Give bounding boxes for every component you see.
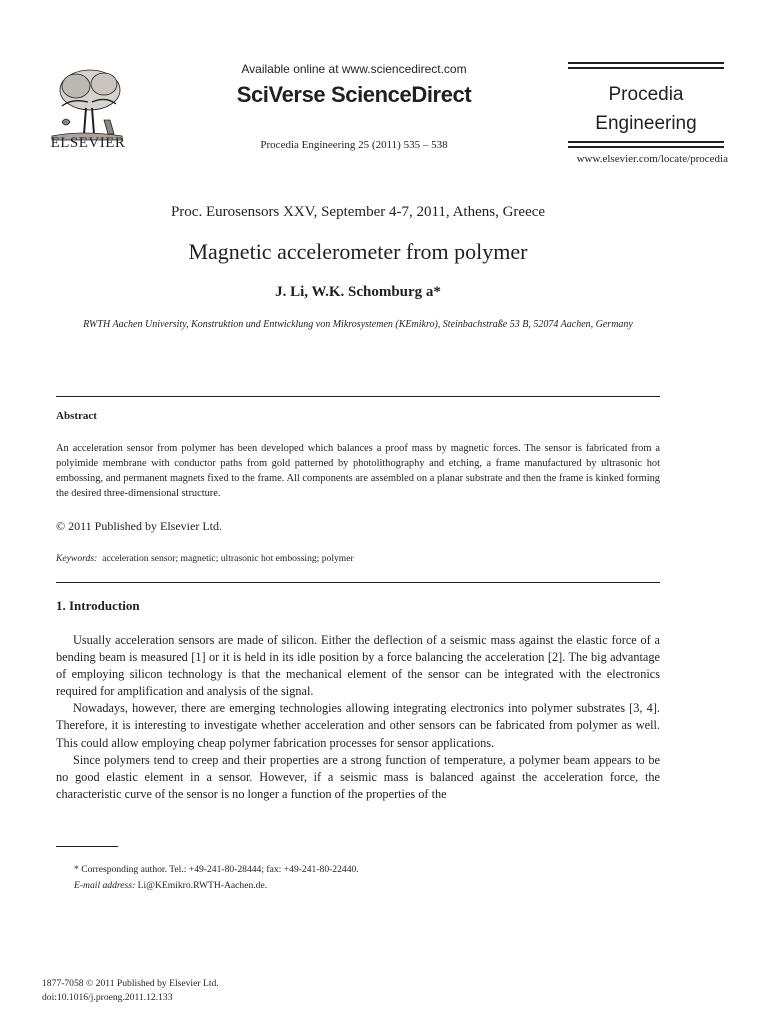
journal-name-line2: Engineering xyxy=(595,113,697,134)
journal-rule xyxy=(568,141,724,143)
divider xyxy=(56,582,660,583)
journal-title-box xyxy=(568,62,724,148)
platform-logo-text: SciVerse ScienceDirect xyxy=(236,82,472,107)
page-footer xyxy=(42,977,219,1005)
journal-name-line1: Procedia xyxy=(608,84,684,105)
body-paragraph: Nowadays, however, there are emerging technologies allowing integrating electronics into polymer substrates [3, 4]. Therefore, it is interesting to investigate whether acceleration and other sensors can be fabricated from polymer as well. This could allow employing cheap polymer fabrication processes for sensor applications. xyxy=(56,701,660,750)
footnote-rule xyxy=(56,846,118,847)
body-paragraph: Usually acceleration sensors are made of silicon. Either the deflection of a seismic mass against the elastic force of a bending beam is measured [1] or it is held in its idle position by a force balancing the acceleration [2]. The big advantage of employing silicon technology is that the mechanical element of the sensor can be integrated with the electronics required for amplification and analysis of the signal. xyxy=(56,633,660,699)
copyright-notice: © 2011 Published by Elsevier Ltd. xyxy=(56,519,222,533)
journal-citation: Procedia Engineering 25 (2011) 535 – 538 xyxy=(260,139,448,151)
article-title: Magnetic accelerometer from polymer xyxy=(188,239,528,264)
journal-rule xyxy=(568,146,724,148)
email-link[interactable]: Li@KEmikro.RWTH-Aachen.de. xyxy=(137,880,268,891)
journal-rule xyxy=(568,67,724,69)
author-affiliation: RWTH Aachen University, Konstruktion und Entwicklung von Mikrosystemen (KEmikro), Steinbachstraße 53 B, 52074 Aachen, Germany xyxy=(83,319,633,330)
journal-url-link[interactable]: www.elsevier.com/locate/procedia xyxy=(576,153,728,165)
doi-link[interactable]: doi:10.1016/j.proeng.2011.12.133 xyxy=(42,992,173,1003)
publisher-wordmark: ELSEVIER xyxy=(50,135,126,151)
issn-line: 1877-7058 © 2011 Published by Elsevier Ltd. xyxy=(42,978,219,989)
email-label: E-mail address: xyxy=(74,880,136,891)
conference-line: Proc. Eurosensors XXV, September 4-7, 2011, Athens, Greece xyxy=(170,204,546,220)
corresponding-author-note: * Corresponding author. Tel.: +49-241-80-28444; fax: +49-241-80-22440. xyxy=(74,864,359,875)
divider xyxy=(56,396,660,397)
abstract-text: An acceleration sensor from polymer has been developed which balances a proof mass by magnetic forces. The sensor is fabricated from a polyimide membrane with conductor paths from gold patterned by photolithography and etching, a frame manufactured by ultrasonic hot embossing, and permanent magnets fixed to the frame. All components are assembled on a planar substrate and then the frame is kinked forming the desired three-dimensional structure. xyxy=(56,443,660,499)
abstract-heading: Abstract xyxy=(56,410,97,422)
journal-name xyxy=(568,80,724,138)
article-authors: J. Li, W.K. Schomburg a* xyxy=(275,284,441,300)
body-paragraph: Since polymers tend to creep and their properties are a strong function of temperature, a polymer beam appears to be no good elastic element in a sensor. However, if a seismic mass is balanced against the acceleration force, the characteristic curve of the sensor is no longer a function of the properties of the xyxy=(56,752,660,801)
section-heading-introduction: 1. Introduction xyxy=(56,598,140,613)
keywords-list: acceleration sensor; magnetic; ultrasonic hot embossing; polymer xyxy=(102,553,354,564)
available-online-text: Available online at www.sciencedirect.com xyxy=(241,62,467,76)
keywords-label: Keywords: xyxy=(56,553,98,564)
keywords-line xyxy=(56,553,354,564)
footnote xyxy=(74,862,359,894)
email-line xyxy=(74,878,359,894)
introduction-body xyxy=(56,632,660,803)
journal-rule xyxy=(568,62,724,64)
